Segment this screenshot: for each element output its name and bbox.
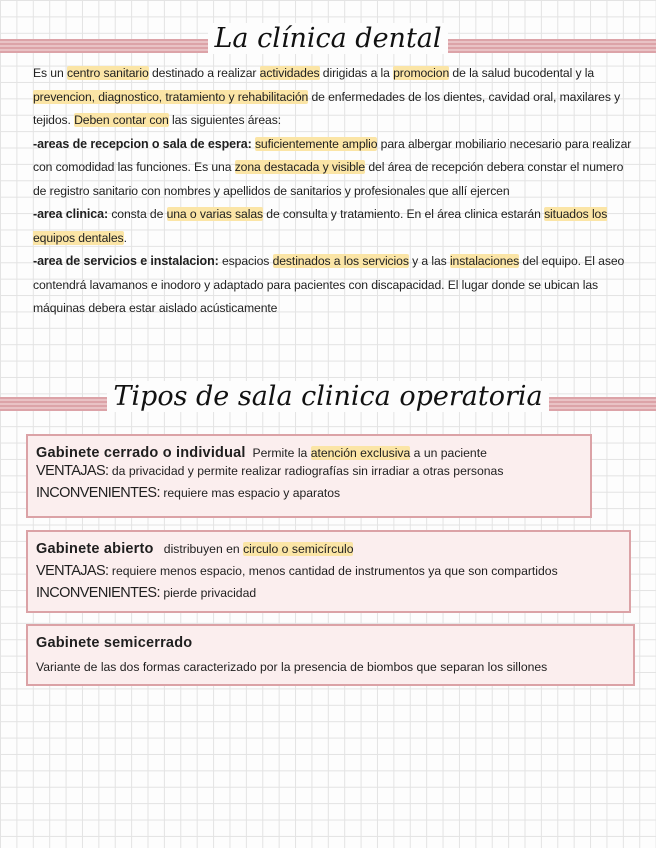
box-title: Gabinete abierto bbox=[36, 541, 154, 557]
ventajas-row: VENTAJAS: requiere menos espacio, menos cantidad de instrumentos ya que son compartidos bbox=[36, 563, 558, 579]
box-gabinete-abierto bbox=[26, 530, 631, 613]
area-recepcion: -areas de recepcion o sala de espera: suficientemente amplio para albergar mobiliario necesario para realizar con comodidad las funciones. Es una zona destacada y visible del área de recepción debera constar el numero de registro sanitario con nombres y apellidos de sanitarios y profesionales que allí ejercen bbox=[33, 136, 632, 198]
area-tag: -areas de recepcion o sala de espera: bbox=[33, 136, 252, 151]
intro-paragraph: Es un centro sanitario destinado a realizar actividades dirigidas a la promocion de la salud bucodental y la prevencion, diagnostico, tratamiento y rehabilitación de enfermedades de los dientes, cavidad oral, maxilares y tejidos. Deben contar con las siguientes áreas: bbox=[33, 66, 621, 127]
title-band-2 bbox=[0, 381, 656, 412]
inconvenientes-row: INCONVENIENTES: pierde privacidad bbox=[36, 585, 257, 601]
box-desc: Permite la atención exclusiva a un paciente bbox=[252, 446, 487, 460]
box-gabinete-semicerrado bbox=[26, 624, 635, 686]
title-band-1 bbox=[0, 23, 656, 54]
area-tag: -area de servicios e instalacion: bbox=[33, 254, 219, 268]
box-desc: distribuyen en circulo o semicírculo bbox=[163, 542, 354, 556]
page-title: La clínica dental bbox=[208, 23, 447, 54]
box-gabinete-cerrado bbox=[26, 434, 592, 518]
box-title: Gabinete semicerrado bbox=[36, 635, 193, 651]
intro-section bbox=[33, 62, 633, 321]
section-title: Tipos de sala clinica operatoria bbox=[107, 381, 548, 412]
area-tag: -area clinica: bbox=[33, 207, 109, 221]
area-servicios: -area de servicios e instalacion: espacios destinados a los servicios y a las instalaciones del equipo. El aseo contendrá lavamanos e inodoro y adaptado para pacientes con discapacidad. El lugar donde se ubican las máquinas debera estar aislado acústicamente bbox=[33, 254, 625, 315]
box-desc: Variante de las dos formas caracterizado por la presencia de biombos que separan los sillones bbox=[36, 660, 548, 674]
inconvenientes-row: INCONVENIENTES: requiere mas espacio y aparatos bbox=[36, 485, 341, 501]
ventajas-row: VENTAJAS: da privacidad y permite realizar radiografías sin irradiar a otras personas bbox=[36, 463, 504, 479]
box-title: Gabinete cerrado o individual bbox=[36, 445, 246, 461]
area-clinica: -area clinica: consta de una o varias salas de consulta y tratamiento. En el área clinica estarán situados los equipos dentales. bbox=[33, 207, 608, 245]
